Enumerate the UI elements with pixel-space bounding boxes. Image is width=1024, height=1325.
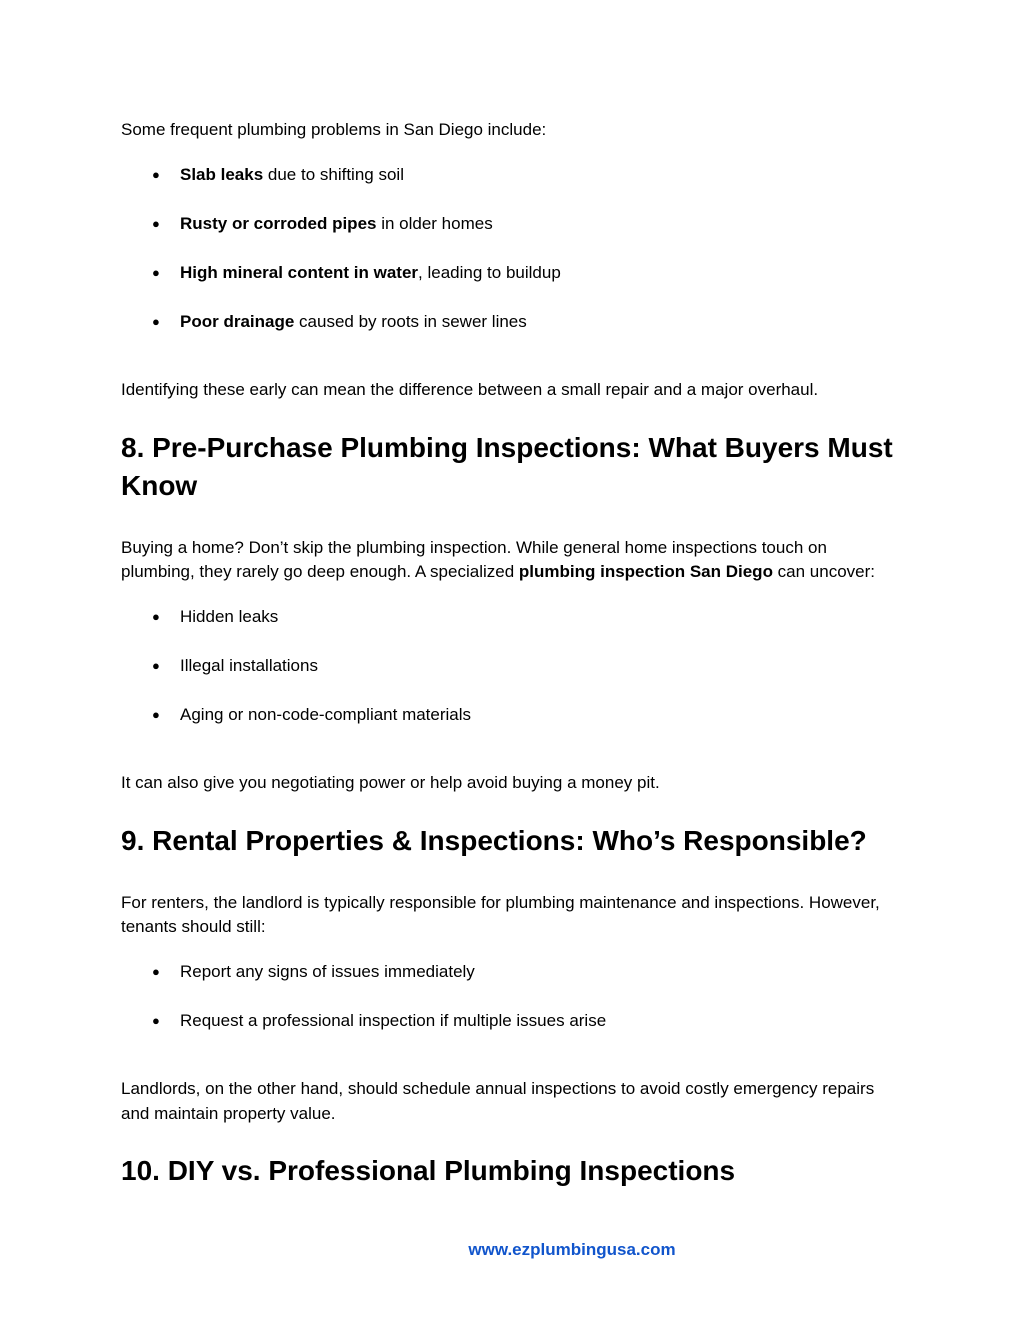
list-item	[121, 212, 901, 237]
section-10-heading: 10. DIY vs. Professional Plumbing Inspections	[121, 1155, 736, 1186]
section-8-outro-paragraph: It can also give you negotiating power or help avoid buying a money pit.	[121, 773, 660, 792]
footer-website-link[interactable]: www.ezplumbingusa.com	[468, 1240, 676, 1259]
problems-outro-paragraph: Identifying these early can mean the difference between a small repair and a major overhaul.	[121, 380, 819, 399]
document-page	[121, 0, 901, 1190]
item-bold: High mineral content in water	[180, 262, 419, 282]
intro-paragraph: Some frequent plumbing problems in San Diego include:	[121, 120, 547, 139]
list-item: ● Report any signs of issues immediately	[121, 960, 901, 985]
problems-list	[121, 163, 901, 335]
section-9-outro-paragraph: Landlords, on the other hand, should schedule annual inspections to avoid costly emergency repairs and maintain property value.	[121, 1079, 875, 1123]
list-item	[121, 310, 901, 335]
list-item	[121, 261, 901, 286]
list-item: ● Aging or non-code-compliant materials	[121, 703, 901, 728]
section-8-paragraph	[121, 536, 901, 585]
list-item: ● Hidden leaks	[121, 605, 901, 630]
item-text: due to shifting soil	[263, 164, 404, 184]
section-8-text-end: can uncover:	[772, 562, 876, 581]
section-9-list	[121, 960, 901, 1034]
item-bold: Rusty or corroded pipes	[180, 213, 377, 233]
section-8-heading: 8. Pre-Purchase Plumbing Inspections: What Buyers Must Know	[121, 431, 893, 501]
list-item: ● Request a professional inspection if multiple issues arise	[121, 1009, 901, 1034]
item-text: , leading to buildup	[418, 262, 561, 282]
list-item: ● Illegal installations	[121, 654, 901, 679]
section-8-keyword: plumbing inspection San Diego	[518, 562, 773, 581]
section-9-heading: 9. Rental Properties & Inspections: Who’s Responsible?	[121, 824, 867, 856]
item-text: in older homes	[376, 213, 493, 233]
section-8-text-start: Buying a home? Don’t skip the plumbing inspection. While general home inspections touch on plumbing, they rarely go deep enough. A specialized	[121, 537, 827, 581]
section-9-paragraph: For renters, the landlord is typically responsible for plumbing maintenance and inspections. However, tenants should still:	[121, 892, 880, 936]
list-item	[121, 163, 901, 188]
item-bold: Slab leaks	[180, 164, 264, 184]
item-text: caused by roots in sewer lines	[294, 311, 527, 331]
item-bold: Poor drainage	[180, 311, 295, 331]
section-8-list	[121, 605, 901, 728]
